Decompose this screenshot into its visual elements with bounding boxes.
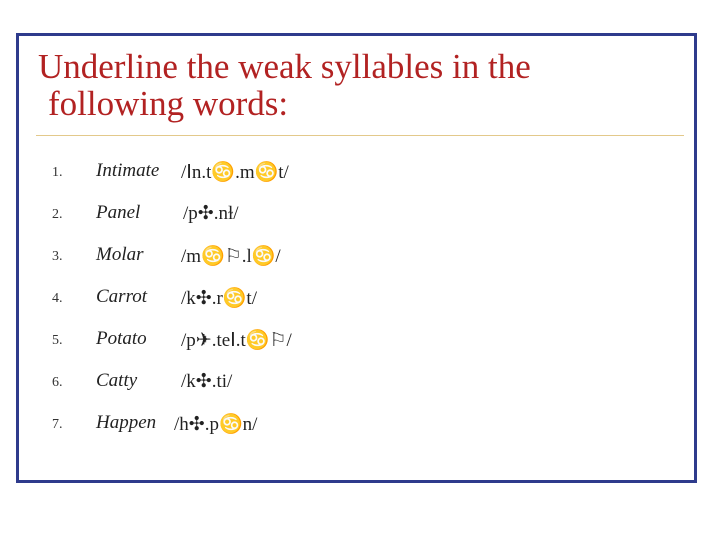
item-word: Carrot [96,286,148,307]
title-divider [36,135,684,136]
item-word: Potato [96,328,147,349]
item-word: Molar [96,244,144,265]
item-number: 3. [52,249,63,264]
item-pronunciation: /p✣.nɫ/ [183,203,239,224]
item-number: 5. [52,333,63,348]
item-word: Happen [96,412,157,433]
item-pronunciation: /Ⅰn.t♋.m♋t/ [181,162,289,183]
slide-title [38,48,678,122]
item-pronunciation: /k✣.r♋t/ [181,288,257,309]
item-pronunciation: /p✈.teⅠ.t♋⚐/ [181,330,292,351]
item-number: 1. [52,165,63,180]
item-word: Catty [96,370,138,391]
item-word: Panel [96,202,141,223]
item-pronunciation: /h✣.p♋n/ [174,414,258,435]
item-pronunciation: /k✣.ti/ [181,371,233,392]
item-word: Intimate [96,160,160,181]
title-line-1: Underline the weak syllables in the [38,47,531,86]
item-number: 4. [52,291,63,306]
item-number: 2. [52,207,63,222]
item-number: 7. [52,417,63,432]
item-pronunciation: /m♋⚐.l♋/ [181,246,281,267]
item-number: 6. [52,375,63,390]
title-line-2: following words: [48,84,289,123]
